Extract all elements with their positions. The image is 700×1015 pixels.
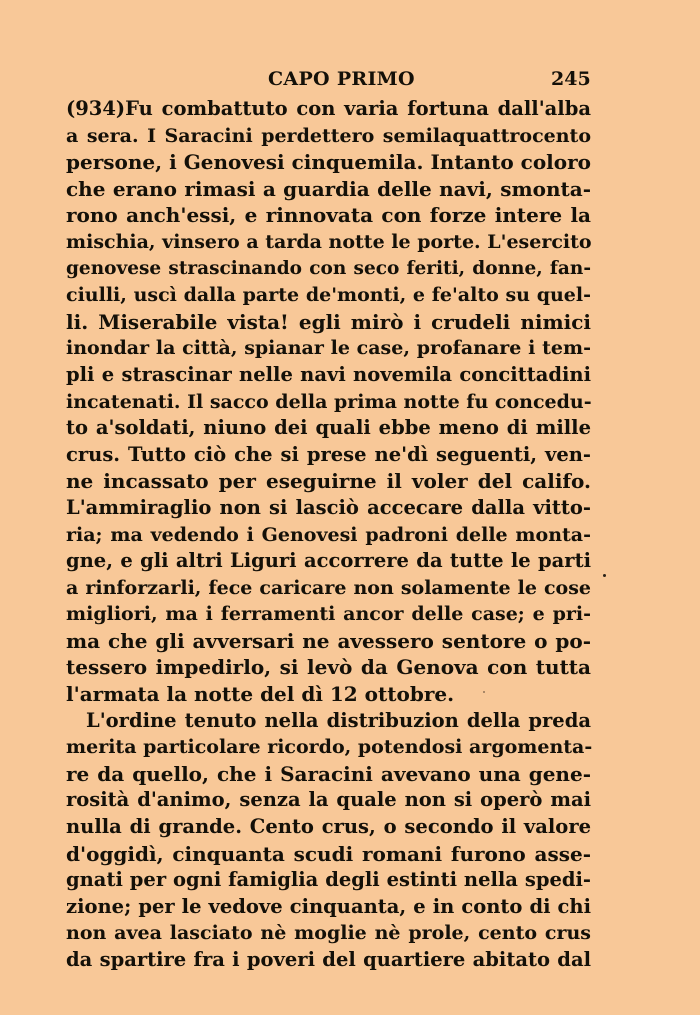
text-line: inondar la città, spianar le case, profanare i tem- (66, 337, 591, 360)
ink-speck (603, 574, 606, 577)
text-line: li. Miserabile vista! egli mirò i crudeli nimici (66, 309, 591, 334)
text-line: to a'soldati, niuno dei quali ebbe meno di mille (66, 416, 591, 440)
text-line: non avea lasciato nè moglie nè prole, cento crus (66, 922, 591, 945)
text-line: gnati per ogni famiglia degli estinti nella spedi- (66, 868, 591, 892)
paragraph-start-line: L'ordine tenuto nella distribuzion della preda (86, 708, 591, 732)
text-line: migliori, ma i ferramenti ancor delle case; e pri- (66, 603, 591, 626)
text-line: gne, e gli altri Liguri accorrere da tutte le parti (66, 549, 591, 573)
ink-speck (483, 691, 485, 693)
text-line: rosità d'animo, senza la quale non si operò mai (66, 788, 591, 812)
text-line: persone, i Genovesi cinquemila. Intanto coloro (66, 150, 591, 175)
running-title: CAPO PRIMO (268, 68, 415, 90)
text-line: nulla di grande. Cento crus, o secondo il valore (66, 815, 591, 839)
text-line: ciulli, uscì dalla parte de'monti, e fe'alto su quel- (66, 284, 591, 307)
text-line: merita particolare ricordo, potendosi argomenta- (66, 736, 593, 759)
running-head (0, 66, 700, 90)
text-line: ne incassato per eseguirne il voler del califo. (66, 469, 591, 494)
text-line: incatenati. Il sacco della prima notte fu concedu- (66, 390, 592, 413)
text-line: rono anch'essi, e rinnovata con forze intere la (66, 203, 591, 228)
body-text (66, 96, 591, 974)
text-line: genovese strascinando con seco feriti, donne, fan- (66, 257, 591, 279)
text-line: re da quello, che i Saracini avevano una gene- (66, 761, 591, 786)
text-line: a sera. I Saracini perdettero semilaquattrocento (66, 124, 591, 147)
text-line: L'ammiraglio non si lasciò accecare dalla vitto- (66, 495, 591, 519)
text-line: pli e strascinar nelle navi novemila concittadini (66, 362, 591, 386)
text-line: d'oggidì, cinquanta scudi romani furono asse- (66, 841, 591, 866)
text-line: (934)Fu combattuto con varia fortuna dall'alba (66, 97, 591, 120)
text-line: mischia, vinsero a tarda notte le porte. L'esercito (66, 230, 592, 253)
text-line: crus. Tutto ciò che si prese ne'dì seguenti, ven- (66, 442, 591, 466)
text-line: zione; per le vedove cinquanta, e in conto di chi (66, 894, 591, 918)
page-number: 245 (551, 68, 591, 90)
text-line: tessero impedirlo, si levò da Genova con tutta (66, 655, 591, 680)
paragraph-end-line: l'armata la notte del dì 12 ottobre. (66, 682, 455, 707)
text-line: da spartire fra i poveri del quartiere abitato dal (66, 948, 591, 971)
text-line: ria; ma vedendo i Genovesi padroni delle monta- (66, 523, 591, 546)
text-line: che erano rimasi a guardia delle navi, smonta- (66, 176, 591, 201)
text-line: ma che gli avversari ne avessero sentore o po- (66, 628, 591, 653)
text-line: a rinforzarli, fece caricare non solamente le cose (66, 576, 591, 599)
